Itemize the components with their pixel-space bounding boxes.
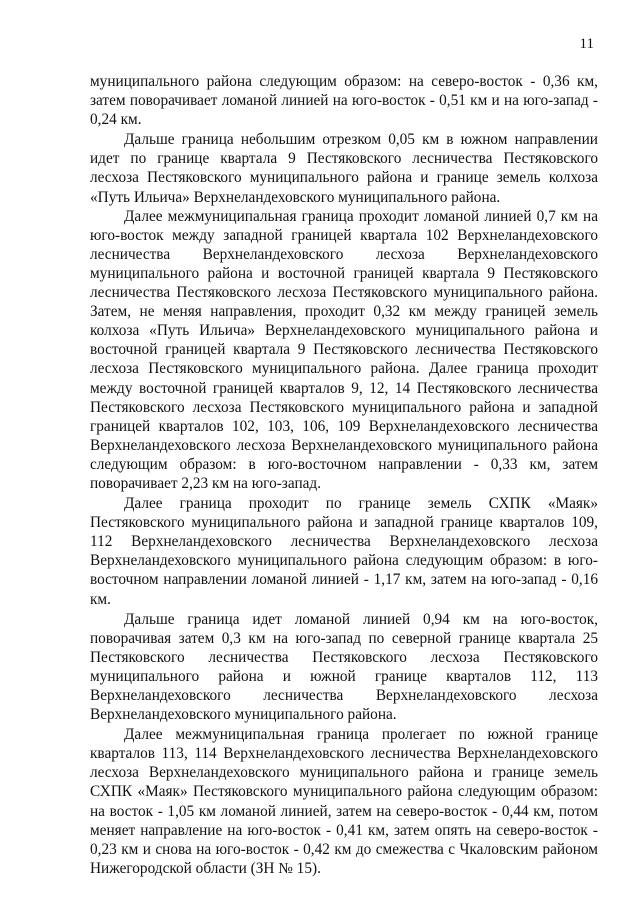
paragraph-3: Далее межмуниципальная граница проходит ломаной линией 0,7 км на юго-восток между западной границей квартала 102 Верхнеландеховского лесничества Верхнеландеховского лесхоза Верхнеландеховского муниципального района и восточной границей квартала 9 Пестяковского лесничества Пестяковского лесхоза Пестяковского муниципального района. Затем, не меняя направления, проходит 0,32 км между границей земель колхоза «Путь Ильича» Верхнеландеховского муниципального района и восточной границей квартала 9 Пестяковского лесничества Пестяковского лесхоза Пестяковского муниципального района. Далее граница проходит между восточной границей кварталов 9, 12, 14 Пестяковского лесничества Пестяковского лесхоза Пестяковского муниципального района и западной границей кварталов 102, 103, 106, 109 Верхнеландеховского лесничества Верхнеландеховского лесхоза Верхнеландеховского муниципального района следующим образом: в юго-восточном направлении - 0,33 км, затем поворачивает 2,23 км на юго-запад. <box>90 207 598 492</box>
paragraph-1: муниципального района следующим образом: на северо-восток - 0,36 км, затем поворачивает ломаной линией на юго-восток - 0,51 км и на юго-запад - 0,24 км. <box>90 73 598 129</box>
document-body <box>90 72 598 878</box>
page-number: 11 <box>579 36 594 52</box>
paragraph-6: Далее межмуниципальная граница пролегает по южной границе кварталов 113, 114 Верхнеландеховского лесничества Верхнеландеховского лесхоза Верхнеландеховского муниципального района и границе земель СХПК «Маяк» Пестяковского муниципального района следующим образом: на восток - 1,05 км ломаной линией, затем на северо-восток - 0,44 км, потом меняет направление на юго-восток - 0,41 км, затем опять на северо-восток - 0,23 км и снова на юго-восток - 0,42 км до смежества с Чкаловским районом Нижегородской области (ЗН № 15). <box>90 726 598 877</box>
paragraph-2: Дальше граница небольшим отрезком 0,05 км в южном направлении идет по границе квартала 9 Пестяковского лесничества Пестяковского лесхоза Пестяковского муниципального района и границе земель колхоза «Путь Ильича» Верхнеландеховского муниципального района. <box>90 131 598 206</box>
paragraph-4: Далее граница проходит по границе земель СХПК «Маяк» Пестяковского муниципального района и западной границе кварталов 109, 112 Верхнеландеховского лесничества Верхнеландеховского лесхоза Верхнеландеховского муниципального района следующим образом: в юго-восточном направлении ломаной линией - 1,17 км, затем на юго-запад - 0,16 км. <box>90 495 598 608</box>
paragraph-5: Дальше граница идет ломаной линией 0,94 км на юго-восток, поворачивая затем 0,3 км на юго-запад по северной границе квартала 25 Пестяковского лесничества Пестяковского лесхоза Пестяковского муниципального района и южной границе кварталов 112, 113 Верхнеландеховского лесничества Верхнеландеховского лесхоза Верхнеландеховского муниципального района. <box>90 610 598 724</box>
